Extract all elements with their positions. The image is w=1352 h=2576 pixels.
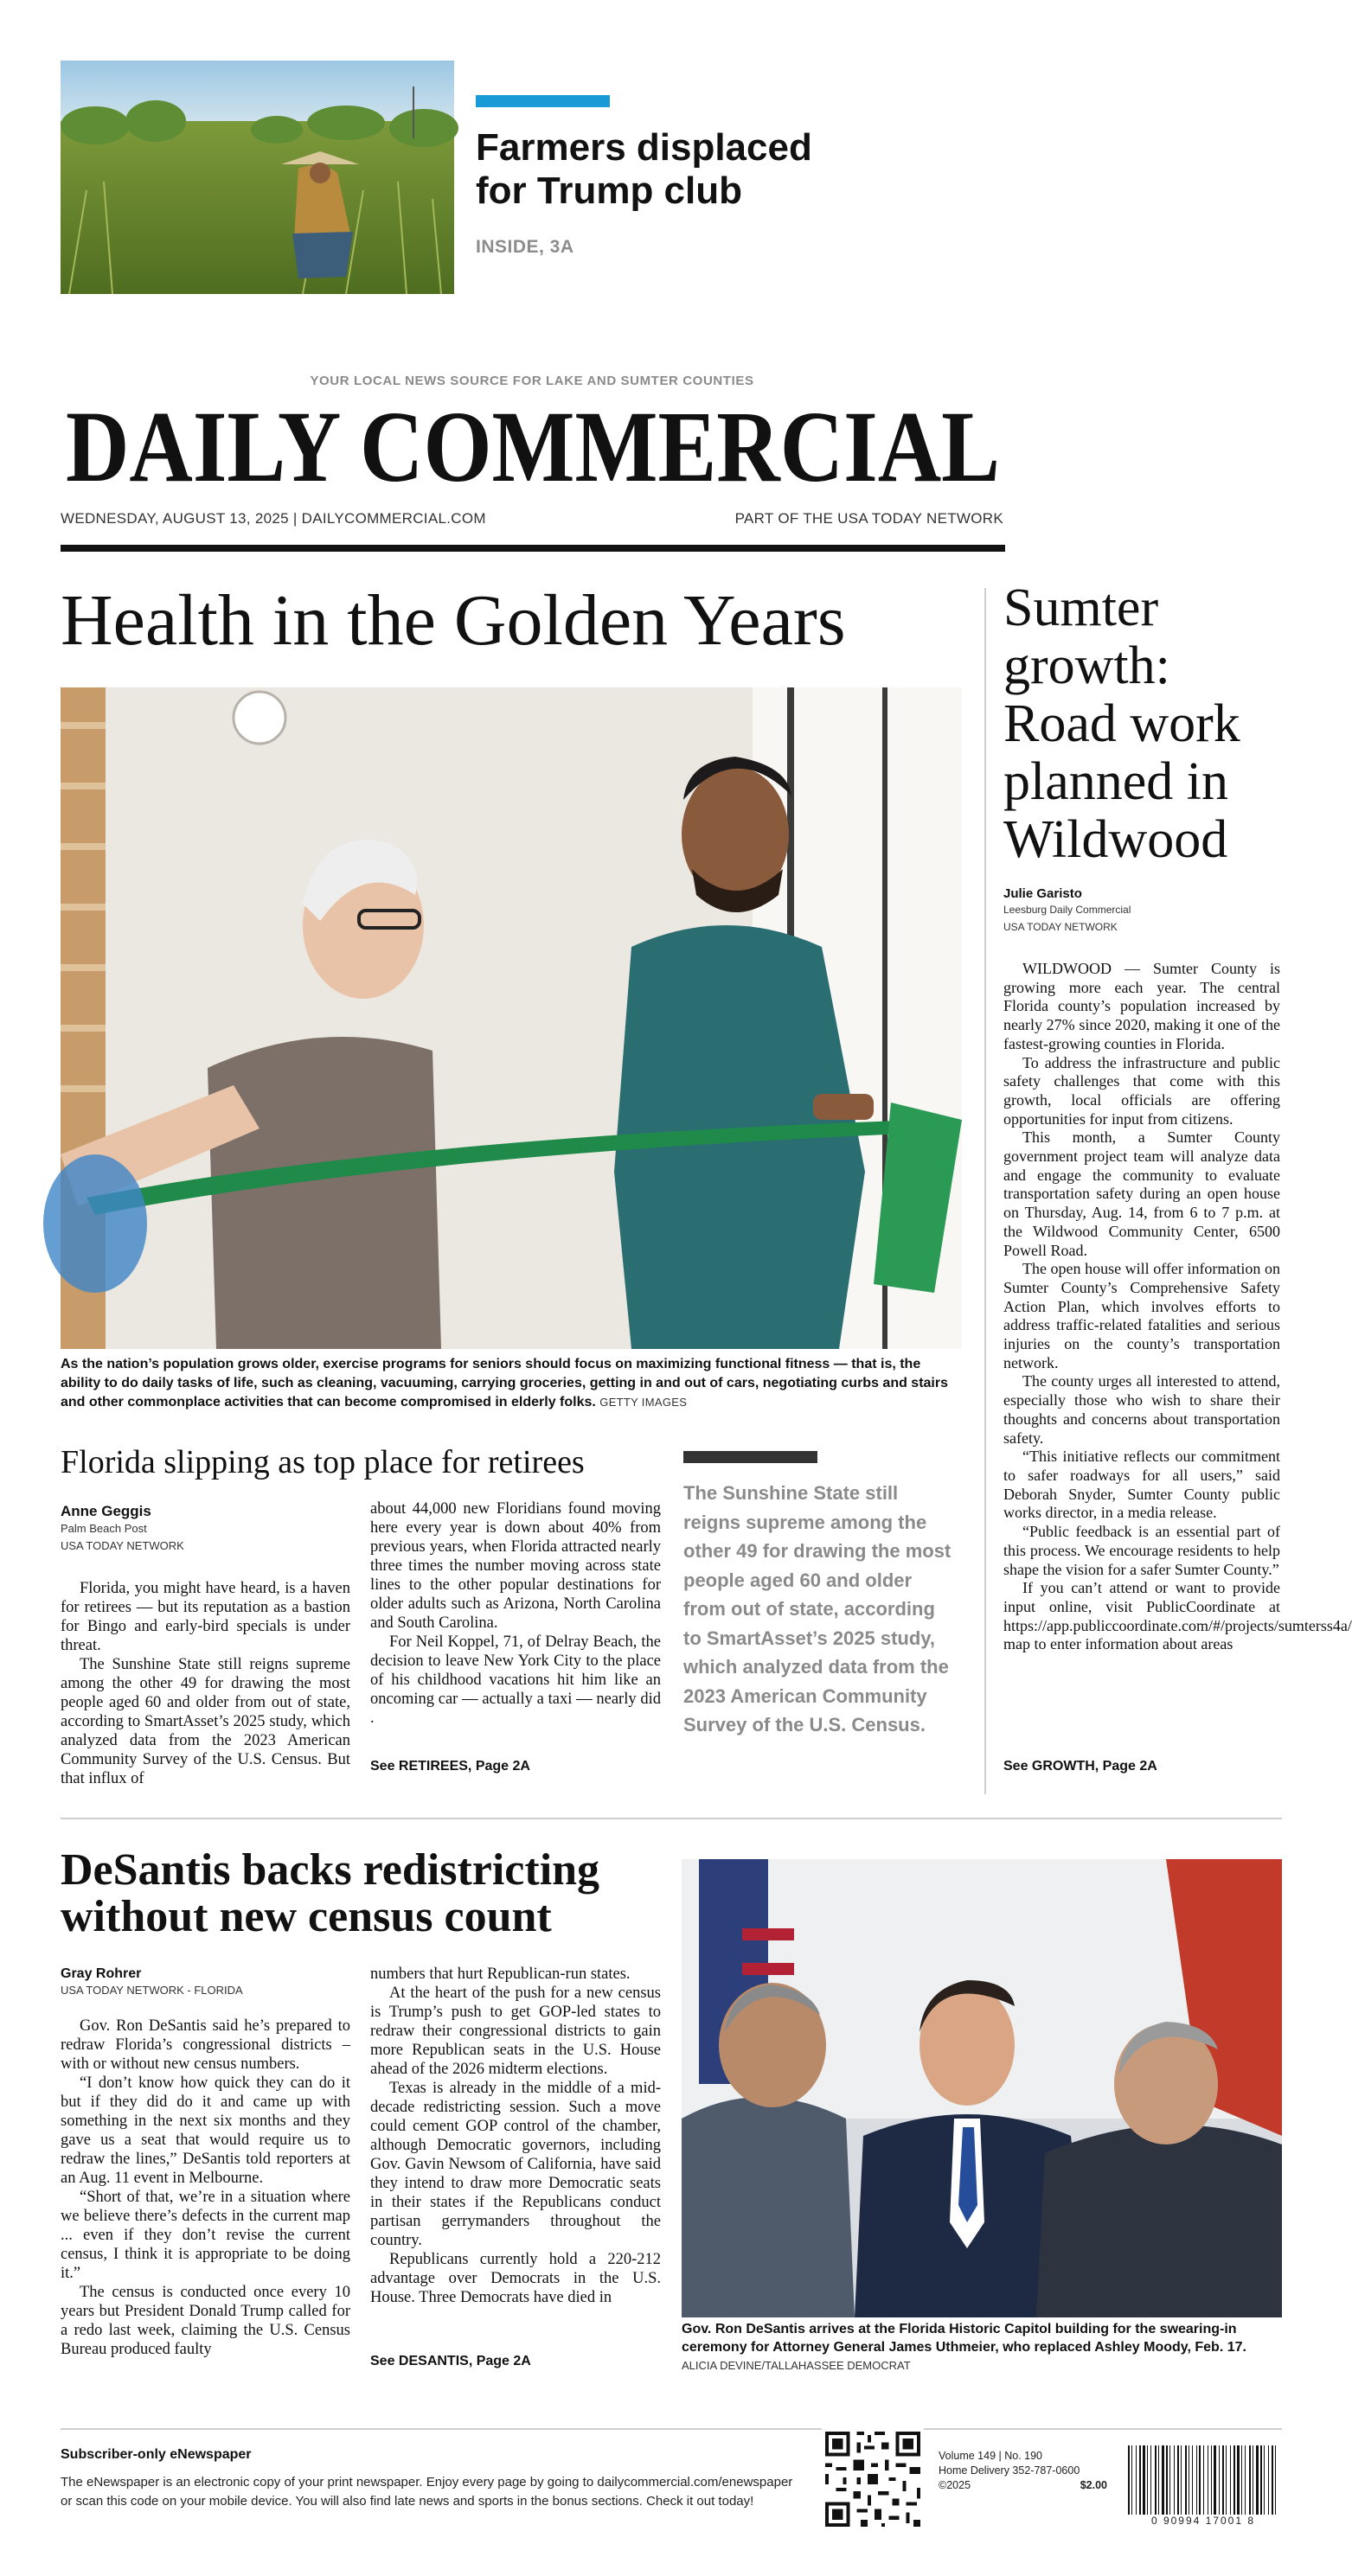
- network-label: PART OF THE USA TODAY NETWORK: [734, 510, 1003, 527]
- body-paragraph: For Neil Koppel, 71, of Delray Beach, the decision to leave New York City to the place of his childhood vacations hit him like an oncoming car — actually a taxi — nearly did .: [370, 1633, 661, 1727]
- barcode-bar: [1139, 2445, 1141, 2515]
- price: $2.00: [1080, 2479, 1107, 2491]
- barcode-bar: [1237, 2445, 1240, 2515]
- sumter-byline: [1003, 886, 1280, 936]
- barcode-bar: [1158, 2445, 1159, 2515]
- body-paragraph: The county urges all interested to attend, especially those who wish to share their thoughts and concerns about transportation safety.: [1003, 1372, 1280, 1447]
- body-paragraph: If you can’t attend or want to provide input online, visit PublicCoordinate at https://app.publiccoordinate.com/#/projects/sumterss4a/ map to enter information about areas: [1003, 1579, 1352, 1653]
- sumter-body: [1003, 960, 1352, 1654]
- sumter-outlet: Leesburg Daily Commercial: [1003, 904, 1131, 916]
- nameplate-text: DAILY COMMERCIAL: [66, 390, 1000, 503]
- barcode-bar: [1211, 2445, 1212, 2515]
- desantis-body-col1: [61, 2017, 350, 2359]
- body-paragraph: Republicans currently hold a 220-212 advantage over Democrats in the U.S. House. Three Democrats have died in: [370, 2251, 661, 2306]
- desantis-jump-link[interactable]: See DESANTIS, Page 2A: [370, 2354, 531, 2368]
- barcode-bar: [1166, 2445, 1168, 2515]
- body-paragraph: Texas is already in the middle of a mid-decade redistricting session. Such a move could cement GOP control of the chamber, although Democratic governors, including Gov. Gavin Newsom of California, have said they intend to draw more Democratic seats in their states if the Republicans conduct partisan gerrymanders throughout the country.: [370, 2080, 661, 2249]
- sumter-headline[interactable]: Sumter growth: Road work planned in Wildwood: [1003, 578, 1240, 869]
- barcode-bar: [1162, 2445, 1164, 2515]
- teaser-headline[interactable]: Farmers displaced for Trump club: [476, 126, 812, 212]
- body-paragraph: Florida, you might have heard, is a haven for retirees — but its reputation as a bastion for Bingo and early-bird specials is under threat.: [61, 1580, 350, 1654]
- body-paragraph: To address the infrastructure and public safety challenges that come with this growth, local officials are offering opportunities for input from citizens.: [1003, 1053, 1280, 1128]
- barcode-bar: [1174, 2445, 1175, 2515]
- sumter-network: USA TODAY NETWORK: [1003, 921, 1118, 933]
- barcode-bar: [1260, 2445, 1262, 2515]
- lead-caption: [61, 1355, 962, 1412]
- barcode-bar: [1222, 2445, 1224, 2515]
- barcode-bar: [1264, 2445, 1265, 2515]
- copyright: ©2025: [939, 2479, 971, 2491]
- retirees-author[interactable]: Anne Geggis: [61, 1503, 151, 1519]
- body-paragraph: “Public feedback is an essential part of this process. We encourage residents to help shape the vision for a safer Sumter County.”: [1003, 1523, 1280, 1578]
- barcode-bar: [1249, 2445, 1251, 2515]
- retirees-network: USA TODAY NETWORK: [61, 1539, 184, 1552]
- barcode-bar: [1245, 2445, 1246, 2515]
- barcode-bar: [1219, 2445, 1220, 2515]
- masthead-rule: [61, 545, 1005, 552]
- barcode-bar: [1177, 2445, 1179, 2515]
- qr-code-icon[interactable]: [822, 2428, 924, 2530]
- volume-number: Volume 149 | No. 190: [939, 2450, 1042, 2462]
- body-paragraph: numbers that hurt Republican-run states.: [370, 1966, 631, 1983]
- barcode-bar: [1185, 2445, 1187, 2515]
- barcode-bar: [1128, 2445, 1130, 2515]
- desantis-body-col2: [370, 1965, 661, 2307]
- desantis-photo[interactable]: [682, 1859, 1282, 2317]
- body-paragraph: “This initiative reflects our commitment to safer roadways for all users,” said Deborah Snyder, Sumter County public works director, in a media release.: [1003, 1448, 1280, 1522]
- barcode-bar: [1196, 2445, 1197, 2515]
- desantis-author[interactable]: Gray Rohrer: [61, 1966, 142, 1981]
- barcode-bar: [1150, 2445, 1151, 2515]
- barcode-bar: [1272, 2445, 1273, 2515]
- barcode-bar: [1233, 2445, 1235, 2515]
- retirees-jump-link[interactable]: See RETIREES, Page 2A: [370, 1759, 530, 1774]
- barcode-bar: [1147, 2445, 1148, 2515]
- retirees-outlet: Palm Beach Post: [61, 1522, 147, 1535]
- body-paragraph: “I don’t know how quick they can do it but if they did do it and came up with something in the next six months and they gave us a seat that would require us to redraw the lines,” DeSantis told reporters at an Aug. 11 event in Melbourne.: [61, 2074, 350, 2187]
- retirees-headline[interactable]: Florida slipping as top place for retirees: [61, 1444, 585, 1480]
- barcode-bar: [1203, 2445, 1204, 2515]
- body-paragraph: The census is conducted once every 10 years but President Donald Trump called for a redo last week, claiming the U.S. Census Bureau produced faulty: [61, 2284, 350, 2358]
- barcode-icon: [1125, 2445, 1282, 2516]
- body-paragraph: Gov. Ron DeSantis said he’s prepared to redraw Florida’s congressional districts – with or without new census numbers.: [61, 2017, 350, 2073]
- footer-rule: [61, 2428, 1282, 2430]
- barcode-bar: [1199, 2445, 1201, 2515]
- lead-photo-credit: GETTY IMAGES: [599, 1396, 688, 1409]
- fitness-photo-illustration: [61, 687, 962, 1349]
- masthead-tagline: YOUR LOCAL NEWS SOURCE FOR LAKE AND SUMTER COUNTIES: [310, 374, 754, 388]
- body-paragraph: The open house will offer information on Sumter County’s Comprehensive Safety Action Plan, which involves efforts to address traffic-related fatalities and serious injuries on the county’s transportation network.: [1003, 1260, 1280, 1371]
- issue-info: [939, 2449, 1107, 2493]
- desantis-caption-text: Gov. Ron DeSantis arrives at the Florida Historic Capitol building for the swearing-in ceremony for Attorney General James Uthmeier, who replaced Ashley Moody, Feb. 17.: [682, 2322, 1246, 2355]
- capitol-photo-illustration: [682, 1859, 1282, 2317]
- barcode-bar: [1131, 2445, 1132, 2515]
- sumter-author[interactable]: Julie Garisto: [1003, 886, 1082, 901]
- barcode-bar: [1143, 2445, 1145, 2515]
- barcode-bar: [1241, 2445, 1242, 2515]
- retirees-body-col1: [61, 1579, 350, 1788]
- barcode-bar: [1256, 2445, 1259, 2515]
- barcode-bar: [1275, 2445, 1276, 2515]
- desantis-caption: [682, 2320, 1282, 2375]
- pull-quote: The Sunshine State still reigns supreme among the other 49 for drawing the most people aged 60 and older from out of state, according to SmartAsset’s 2025 study, which analyzed data from the 2023 American Community Survey of the U.S. Census.: [683, 1482, 952, 1735]
- teaser-accent-bar: [476, 95, 610, 107]
- lead-headline[interactable]: Health in the Golden Years: [61, 580, 846, 661]
- enews-description: The eNewspaper is an electronic copy of your print newspaper. Enjoy every page by going to dailycommercial.com/enewspaper or scan this code on your mobile device. You will also find late news and sports in the bonus sections. Check it out today!: [61, 2475, 793, 2509]
- body-paragraph: The Sunshine State still reigns supreme among the other 49 for drawing the most people aged 60 and older from out of state, according to SmartAsset’s 2025 study, which analyzed data from the 2023 American Community Survey of the U.S. Census. But that influx of: [61, 1656, 350, 1787]
- desantis-byline: [61, 1966, 346, 1999]
- column-divider: [984, 588, 986, 1794]
- enews-title[interactable]: Subscriber-only eNewspaper: [61, 2447, 252, 2462]
- home-delivery: Home Delivery 352-787-0600: [939, 2464, 1080, 2477]
- nameplate[interactable]: [61, 387, 1005, 503]
- body-paragraph: “Short of that, we’re in a situation where we believe there’s defects in the current map ... even if they don’t revise the current census, I think it is appropriate to be doing it.”: [61, 2189, 350, 2282]
- barcode-bar: [1214, 2445, 1216, 2515]
- dateline: WEDNESDAY, AUGUST 13, 2025 | DAILYCOMMERCIAL.COM: [61, 510, 486, 527]
- desantis-photo-credit: ALICIA DEVINE/TALLAHASSEE DEMOCRAT: [682, 2359, 911, 2372]
- barcode-bar: [1155, 2445, 1157, 2515]
- lead-caption-text: As the nation’s population grows older, exercise programs for seniors should focus on maximizing functional fitness — that is, the ability to do daily tasks of life, such as cleaning, vacuuming, carrying groceries, getting in and out of cars, negotiating curbs and stairs and other commonplace activities that can become compromised in elderly folks.: [61, 1357, 948, 1409]
- teaser-page-ref[interactable]: INSIDE, 3A: [476, 237, 574, 257]
- sumter-jump-link[interactable]: See GROWTH, Page 2A: [1003, 1759, 1157, 1774]
- body-paragraph: This month, a Sumter County government project team will analyze data and engage the community to evaluate transportation safety during an open house on Thursday, Aug. 14, from 6 to 7 p.m. at the Wildwood Community Center, 6500 Powell Road.: [1003, 1128, 1280, 1259]
- retirees-byline: [61, 1503, 346, 1555]
- body-paragraph: WILDWOOD — Sumter County is growing more each year. The central Florida county’s population increased by nearly 27% since 2020, making it one of the fastest-growing counties in Florida.: [1003, 960, 1280, 1052]
- section-rule: [61, 1818, 1282, 1819]
- barcode-bar: [1268, 2445, 1269, 2515]
- desantis-headline[interactable]: DeSantis backs redistricting without new census count: [61, 1845, 600, 1941]
- desantis-network: USA TODAY NETWORK - FLORIDA: [61, 1984, 243, 1997]
- barcode-bar: [1169, 2445, 1170, 2515]
- barcode-number: 0 90994 17001 8: [1150, 2515, 1256, 2527]
- body-paragraph: about 44,000 new Floridians found moving here every year is down about 40% from previous years, when Florida attracted nearly three times the number moving across state lines to the other popular destinations for older adults such as Arizona, North Carolina and South Carolina.: [370, 1500, 661, 1632]
- pull-quote-bar: [683, 1451, 817, 1463]
- farm-photo-illustration: [61, 61, 454, 294]
- teaser-photo[interactable]: [61, 61, 454, 294]
- barcode-bar: [1181, 2445, 1182, 2515]
- barcode-bar: [1192, 2445, 1193, 2515]
- lead-photo[interactable]: [61, 687, 962, 1349]
- barcode-bar: [1230, 2445, 1231, 2515]
- barcode-bar: [1136, 2445, 1137, 2515]
- barcode-bar: [1226, 2445, 1227, 2515]
- retirees-body-col2: [370, 1499, 661, 1728]
- body-paragraph: At the heart of the push for a new census is Trump’s push to get GOP-led states to redraw their congressional districts to gain more Republican seats in the U.S. House ahead of the 2026 midterm elections.: [370, 1985, 661, 2078]
